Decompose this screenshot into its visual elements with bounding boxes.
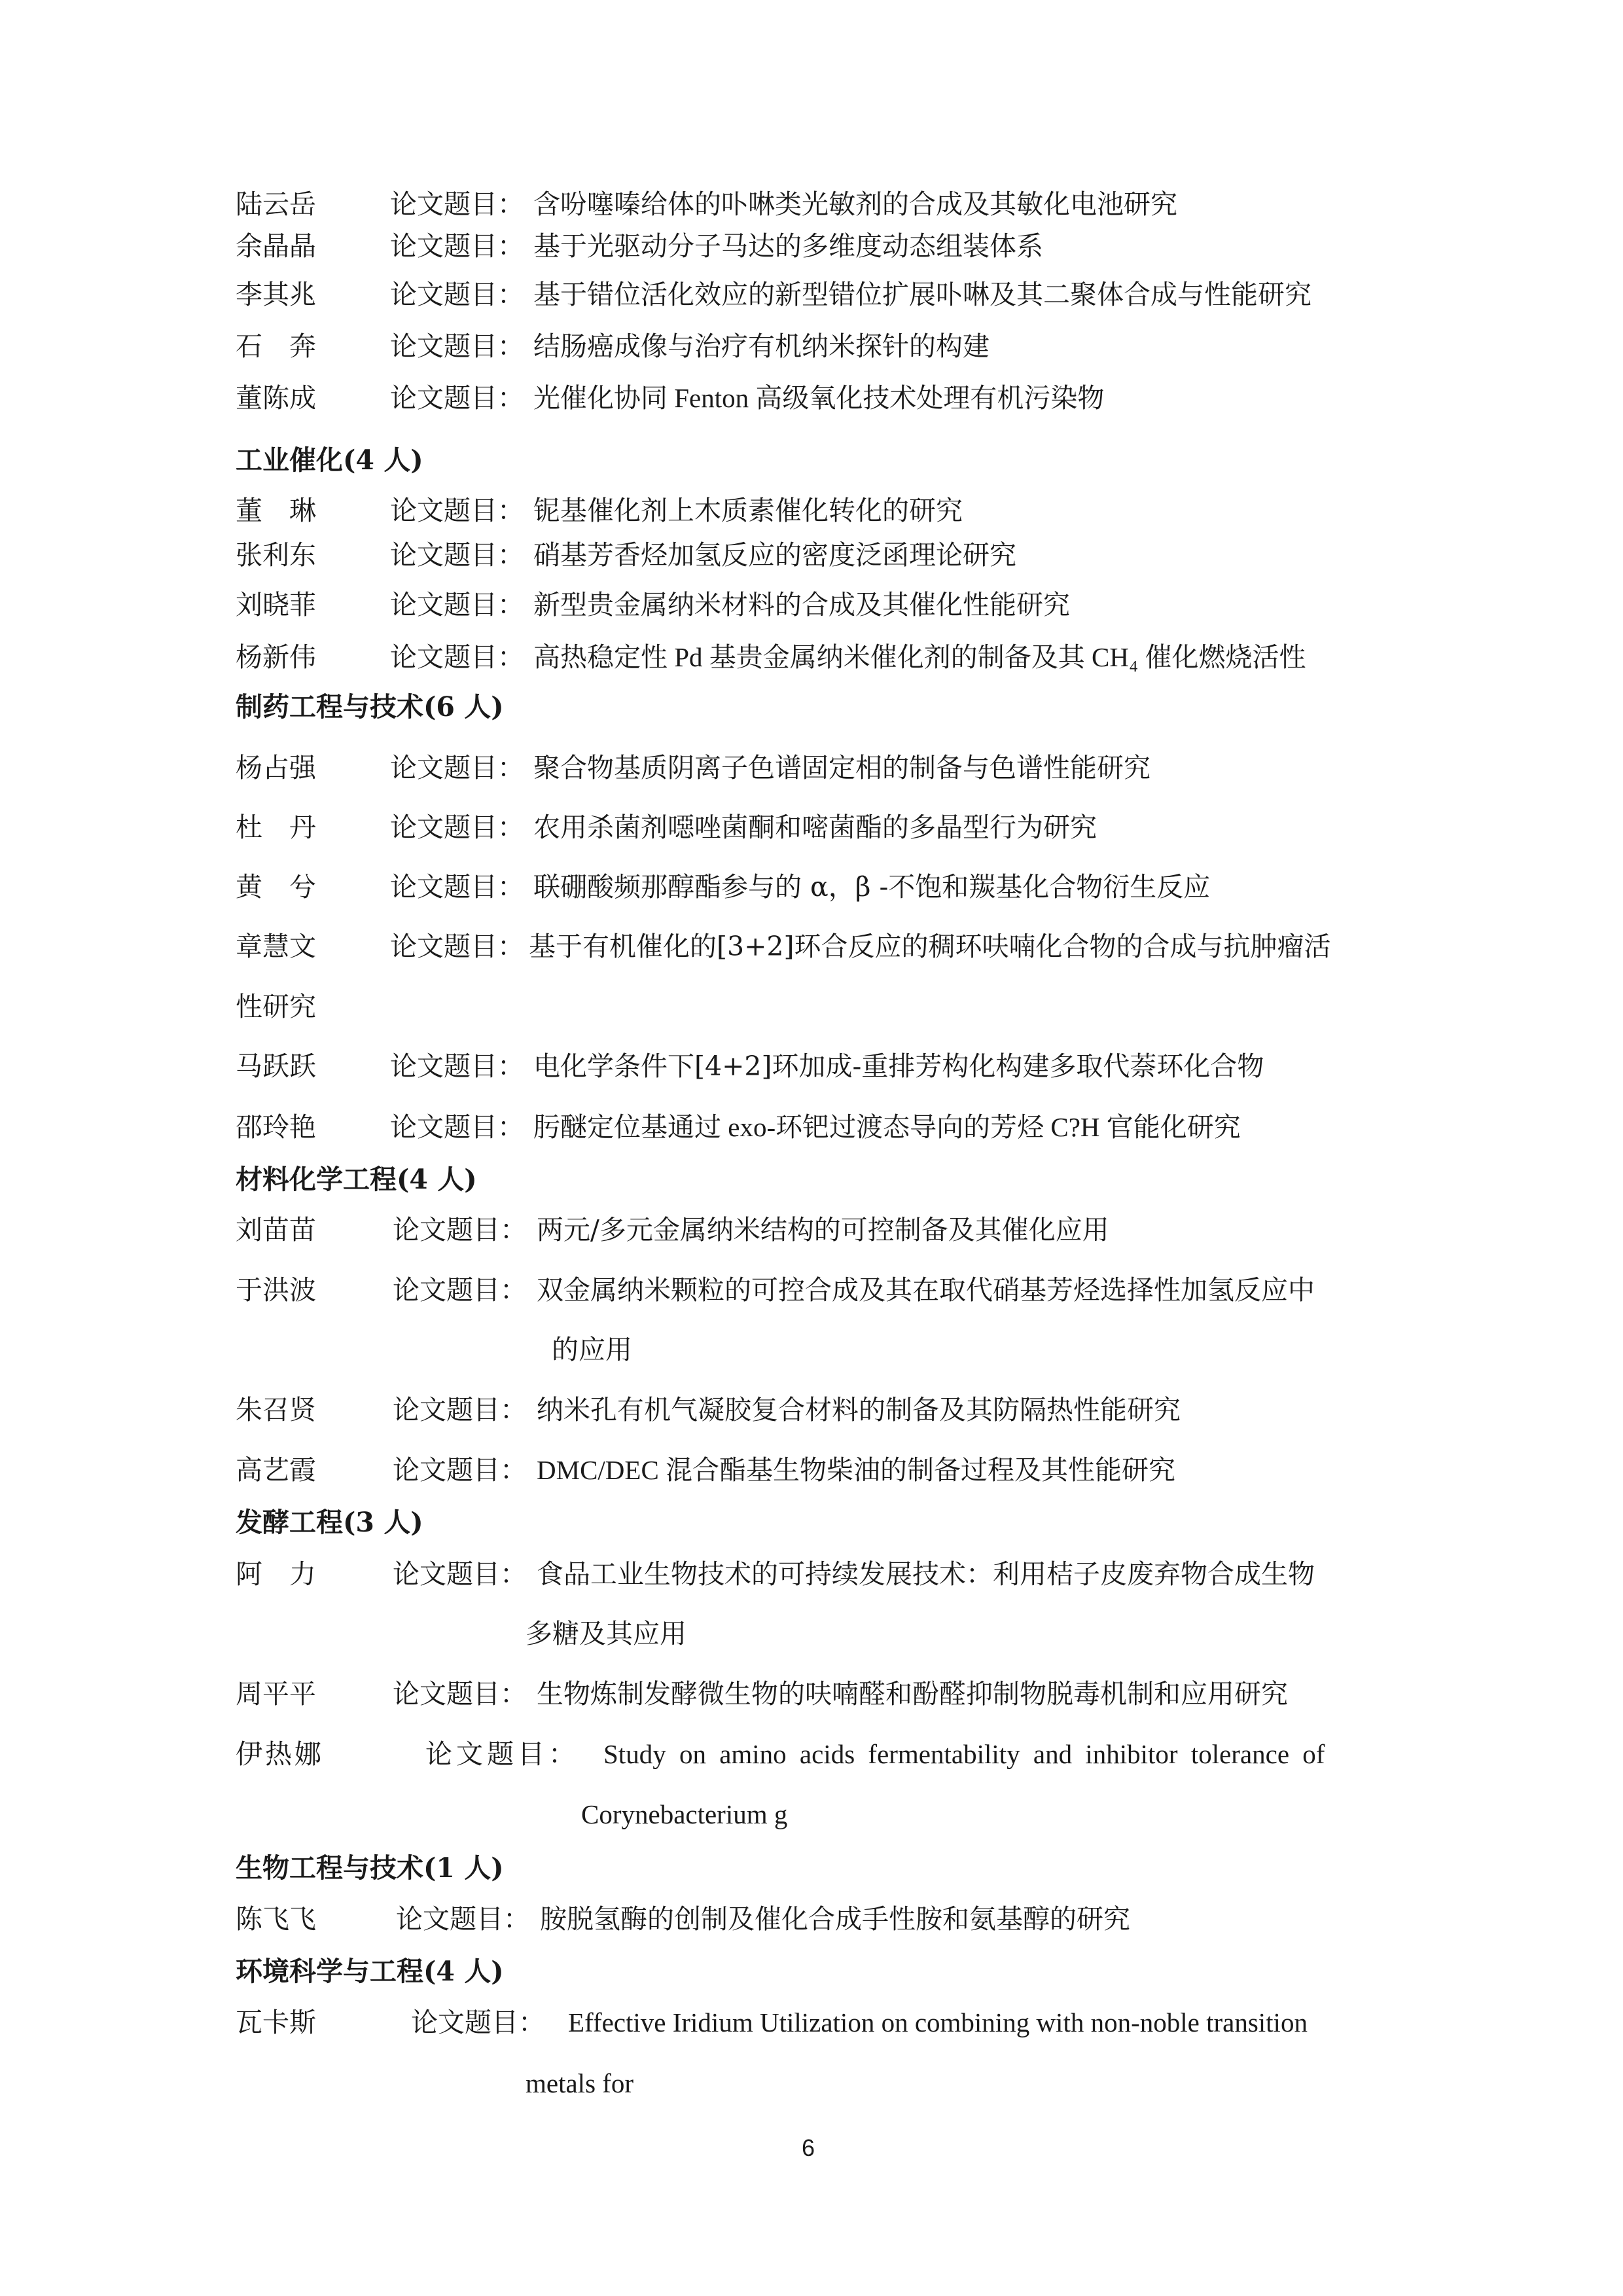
thesis-label: 论文题目： bbox=[390, 752, 524, 783]
student-name: 伊热娜 bbox=[236, 1738, 324, 1770]
thesis-label: 论文题目： bbox=[425, 1738, 579, 1770]
thesis-title: 食品工业生物技术的可持续发展技术：利用桔子皮废弃物合成生物 bbox=[537, 1558, 1315, 1590]
thesis-title: 肟醚定位基通过 exo-环钯过渡态导向的芳烃 C?H 官能化研究 bbox=[533, 1112, 1241, 1142]
thesis-title: 聚合物基质阴离子色谱固定相的制备与色谱性能研究 bbox=[533, 752, 1150, 783]
thesis-title: 农用杀菌剂噁唑菌酮和嘧菌酯的多晶型行为研究 bbox=[533, 812, 1097, 843]
student-name: 高艺霞 bbox=[236, 1454, 316, 1486]
thesis-label: 论文题目： bbox=[393, 1274, 527, 1306]
thesis-title: 纳米孔有机气凝胶复合材料的制备及其防隔热性能研究 bbox=[537, 1394, 1181, 1426]
thesis-title: DMC/DEC 混合酯基生物柴油的制备过程及其性能研究 bbox=[537, 1455, 1176, 1485]
thesis-label: 论文题目： bbox=[393, 1214, 527, 1246]
thesis-title: 高热稳定性 Pd 基贵金属纳米催化剂的制备及其 CH₄ 催化燃烧活性 bbox=[533, 642, 1306, 672]
thesis-label: 论文题目： bbox=[390, 188, 524, 220]
section-heading: 材料化学工程(4 人) bbox=[236, 1164, 477, 1195]
thesis-title: 两元/多元金属纳米结构的可控制备及其催化应用 bbox=[537, 1214, 1109, 1246]
thesis-title: 基于光驱动分子马达的多维度动态组装体系 bbox=[533, 230, 1043, 262]
student-name: 陈飞飞 bbox=[236, 1903, 316, 1935]
thesis-label: 论文题目： bbox=[390, 641, 524, 673]
thesis-title: 联硼酸频那醇酯参与的 α，β -不饱和羰基化合物衍生反应 bbox=[533, 871, 1211, 903]
page-number: 6 bbox=[802, 2134, 815, 2161]
thesis-label: 论文题目： bbox=[393, 1454, 527, 1486]
section-heading: 发酵工程(3 人) bbox=[236, 1507, 423, 1538]
thesis-label: 论文题目： bbox=[393, 1678, 527, 1710]
thesis-title: 基于错位活化效应的新型错位扩展卟啉及其二聚体合成与性能研究 bbox=[533, 279, 1311, 310]
thesis-title-continuation: 的应用 bbox=[552, 1334, 632, 1365]
thesis-label: 论文题目： bbox=[390, 539, 524, 571]
student-name: 于洪波 bbox=[236, 1274, 316, 1306]
student-name: 杨新伟 bbox=[236, 641, 316, 673]
thesis-title: 胺脱氢酶的创制及催化合成手性胺和氨基醇的研究 bbox=[540, 1903, 1130, 1935]
thesis-label: 论文题目： bbox=[390, 382, 524, 414]
thesis-title-continuation: metals for bbox=[526, 2068, 634, 2098]
thesis-title: 含吩噻嗪给体的卟啉类光敏剂的合成及其敏化电池研究 bbox=[533, 188, 1177, 220]
thesis-label: 论文题目： bbox=[390, 812, 524, 843]
student-name: 马跃跃 bbox=[236, 1050, 316, 1082]
student-name: 石 奔 bbox=[236, 331, 316, 362]
student-name: 董 琳 bbox=[236, 495, 316, 526]
student-name: 张利东 bbox=[236, 539, 316, 571]
thesis-label: 论文题目： bbox=[396, 1903, 530, 1935]
section-heading: 环境科学与工程(4 人) bbox=[236, 1956, 504, 1987]
student-name: 陆云岳 bbox=[236, 188, 316, 220]
thesis-label: 论文题目： bbox=[390, 931, 524, 962]
thesis-label: 论文题目： bbox=[390, 1050, 524, 1082]
student-name: 瓦卡斯 bbox=[236, 2007, 316, 2038]
thesis-label: 论文题目： bbox=[390, 230, 524, 262]
thesis-title: 结肠癌成像与治疗有机纳米探针的构建 bbox=[533, 331, 990, 362]
thesis-title: 光催化协同 Fenton 高级氧化技术处理有机污染物 bbox=[533, 383, 1105, 413]
thesis-label: 论文题目： bbox=[390, 589, 524, 620]
thesis-label: 论文题目： bbox=[393, 1394, 527, 1426]
thesis-title: 基于有机催化的[3+2]环合反应的稠环呋喃化合物的合成与抗肿瘤活 bbox=[529, 931, 1331, 962]
thesis-label: 论文题目： bbox=[390, 495, 524, 526]
student-name: 阿 力 bbox=[236, 1558, 316, 1590]
thesis-title: Study on amino acids fermentability and inhibitor tolerance of bbox=[603, 1739, 1325, 1769]
thesis-title: 硝基芳香烃加氢反应的密度泛函理论研究 bbox=[533, 539, 1016, 571]
student-name: 朱召贤 bbox=[236, 1394, 316, 1426]
student-name: 刘苗苗 bbox=[236, 1214, 316, 1246]
student-name: 余晶晶 bbox=[236, 230, 316, 262]
section-heading: 工业催化(4 人) bbox=[236, 444, 423, 476]
thesis-title: 铌基催化剂上木质素催化转化的研究 bbox=[533, 495, 963, 526]
student-name: 杜 丹 bbox=[236, 812, 316, 843]
student-name: 黄 兮 bbox=[236, 871, 316, 903]
student-name: 李其兆 bbox=[236, 279, 316, 310]
student-name: 章慧文 bbox=[236, 931, 316, 962]
thesis-label: 论文题目： bbox=[411, 2007, 545, 2038]
thesis-title: 生物炼制发酵微生物的呋喃醛和酚醛抑制物脱毒机制和应用研究 bbox=[537, 1678, 1288, 1710]
section-heading: 生物工程与技术(1 人) bbox=[236, 1852, 504, 1884]
thesis-title: Effective Iridium Utilization on combining with non-noble transition bbox=[568, 2007, 1308, 2037]
student-name: 董陈成 bbox=[236, 382, 316, 414]
thesis-label: 论文题目： bbox=[390, 1111, 524, 1143]
thesis-label: 论文题目： bbox=[393, 1558, 527, 1590]
thesis-title-continuation: 性研究 bbox=[236, 991, 316, 1022]
thesis-title-continuation: Corynebacterium g bbox=[581, 1799, 788, 1829]
thesis-label: 论文题目： bbox=[390, 279, 524, 310]
student-name: 周平平 bbox=[236, 1678, 316, 1710]
student-name: 杨占强 bbox=[236, 752, 316, 783]
thesis-title: 双金属纳米颗粒的可控合成及其在取代硝基芳烃选择性加氢反应中 bbox=[537, 1274, 1315, 1306]
thesis-title: 电化学条件下[4+2]环加成-重排芳构化构建多取代萘环化合物 bbox=[533, 1050, 1264, 1082]
student-name: 邵玲艳 bbox=[236, 1111, 316, 1143]
student-name: 刘晓菲 bbox=[236, 589, 316, 620]
thesis-title-continuation: 多糖及其应用 bbox=[526, 1618, 687, 1649]
thesis-label: 论文题目： bbox=[390, 871, 524, 903]
thesis-label: 论文题目： bbox=[390, 331, 524, 362]
thesis-title: 新型贵金属纳米材料的合成及其催化性能研究 bbox=[533, 589, 1070, 620]
section-heading: 制药工程与技术(6 人) bbox=[236, 691, 504, 723]
